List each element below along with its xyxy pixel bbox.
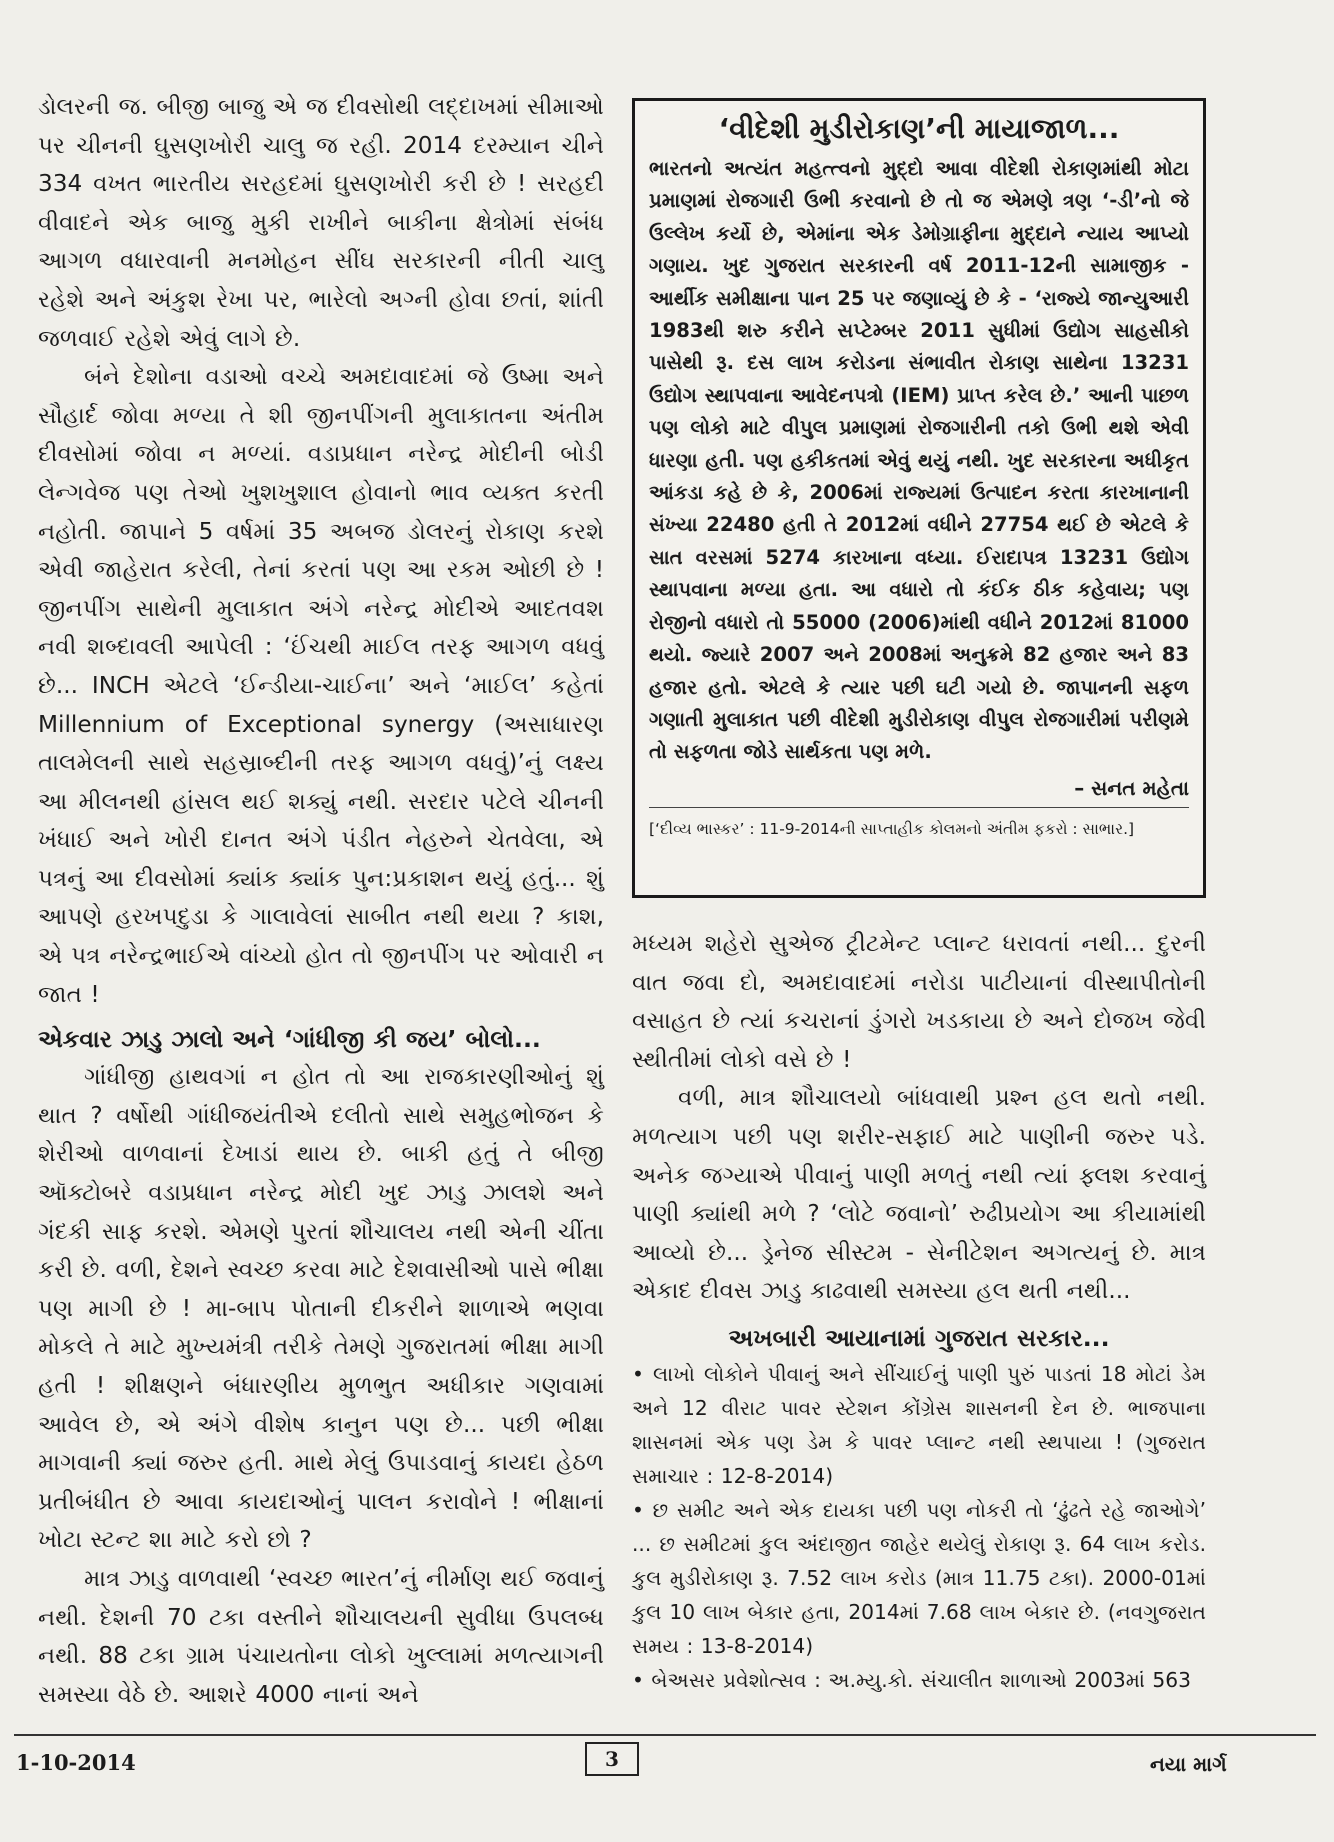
section-heading-akhbari: અખબારી આયાનામાં ગુજરાત સરકાર... <box>728 1323 1110 1352</box>
footer-rule <box>14 1734 1316 1736</box>
page-number: 3 <box>585 1742 639 1776</box>
left-paragraph-1: ડોલરની જ. બીજી બાજુ એ જ દીવસોથી લદ્દાખમાં સીમાઓ પર ચીનની ઘુસણખોરી ચાલુ જ રહી. 2014 દરમ્યાન ચીને 334 વખત ભારતીય સરહદમાં ઘુસણખોરી કરી છે ! સરહદી વીવાદને એક બાજુ મુકી રાખીને બાકીના ક્ષેત્રોમાં સંબંધ આગળ વધારવાની મનમોહન સીંઘ સરકારની નીતી ચાલુ રહેશે અને અંકુશ રેખા પર, ભારેલો અગ્ની હોવા છતાં, શાંતી જળવાઈ રહેશે એવું લાગે છે. <box>38 93 604 352</box>
section-heading-jhadu: એકવાર ઝાડુ ઝાલો અને ‘ગાંધીજી કી જય’ બોલો... <box>38 1025 541 1054</box>
footer-date: 1-10-2014 <box>16 1750 136 1775</box>
publication-name: નયા માર્ગ <box>1150 1752 1227 1776</box>
bullet-item-1: • લાખો લોકોને પીવાનું અને સીંચાઈનું પાણી પુરું પાડતાં 18 મોટાં ડેમ અને 12 વીરાટ પાવર સ્ટેશન કોંગ્રેસ શાસનની દેન છે. ભાજપાના શાસનમાં એક પણ ડેમ કે પાવર પ્લાન્ટ નથી સ્થપાયા ! (ગુજરાત સમાચાર : 12-8-2014) <box>632 1361 1206 1488</box>
left-paragraph-3: ગાંધીજી હાથવગાં ન હોત તો આ રાજકારણીઓનું શું થાત ? વર્ષોથી ગાંધીજયંતીએ દલીતો સાથે સમુહભોજન કે શેરીઓ વાળવાનાં દેખાડાં થાય છે. બાકી હતું તે બીજી ઑક્ટોબરે વડાપ્રધાન નરેન્દ્ર મોદી ખુદ ઝાડુ ઝાલશે અને ગંદકી સાફ કરશે. એમણે પુરતાં શૌચાલય નથી એની ચીંતા કરી છે. વળી, દેશને સ્વચ્છ કરવા માટે દેશવાસીઓ પાસે ભીક્ષા પણ માગી છે ! મા-બાપ પોતાની દીકરીને શાળાએ ભણવા મોકલે તે માટે મુખ્યમંત્રી તરીકે તેમણે ગુજરાતમાં ભીક્ષા માગી હતી ! શીક્ષણને બંધારણીય મુળભુત અધીકાર ગણવામાં આવેલ છે, એ અંગે વીશેષ કાનુન પણ છે... પછી ભીક્ષા માગવાની ક્યાં જરુર હતી. માથે મેલું ઉપાડવાનું કાયદા હેઠળ પ્રતીબંધીત છે આવા કાયદાઓનું પાલન કરાવોને ! ભીક્ષાનાં ખોટા સ્ટન્ટ શા માટે કરો છો ? <box>38 1063 604 1554</box>
box-title: ‘વીદેશી મુડીરોકાણ’ની માયાજાળ... <box>718 112 1120 145</box>
bullet-item-2: • છ સમીટ અને એક દાયકા પછી પણ નોકરી તો ‘ઢુંઢતે રહે જાઓગે’ ... છ સમીટમાં કુલ અંદાજીત જાહેર થયેલું રોકાણ રૂ. 64 લાખ કરોડ. કુલ મુડીરોકાણ રૂ. 7.52 લાખ કરોડ (માત્ર 11.75 ટકા). 2000-01માં કુલ 10 લાખ બેકાર હતા, 2014માં 7.68 લાખ બેકાર છે. (નવગુજરાત સમય : 13-8-2014) <box>632 1497 1206 1658</box>
right-paragraph-2: વળી, માત્ર શૌચાલયો બાંધવાથી પ્રશ્ન હલ થતો નથી. મળત્યાગ પછી પણ શરીર-સફાઈ માટે પાણીની જરુર પડે. અનેક જગ્યાએ પીવાનું પાણી મળતું નથી ત્યાં ફ્લશ કરવાનું પાણી ક્યાંથી મળે ? ‘લોટે જવાનો’ રુઢીપ્રયોગ આ કીયામાંથી આવ્યો છે... ડ્રેનેજ સીસ્ટમ - સેનીટેશન અગત્યનું છે. માત્ર એકાદ દીવસ ઝાડુ કાઢવાથી સમસ્યા હલ થતી નથી... <box>632 1084 1206 1305</box>
box-divider <box>649 807 1189 808</box>
right-paragraph-1: મધ્યમ શહેરો સુએજ ટ્રીટમેન્ટ પ્લાન્ટ ધરાવતાં નથી... દુરની વાત જવા દો, અમદાવાદમાં નરોડા પાટીયાનાં વીસ્થાપીતોની વસાહત છે ત્યાં કચરાનાં ડુંગરો ખડકાયા છે અને દોજખ જેવી સ્થીતીમાં લોકો વસે છે ! <box>632 930 1206 1073</box>
left-paragraph-4: માત્ર ઝાડુ વાળવાથી ‘સ્વચ્છ ભારત’નું નીર્માણ થઈ જવાનું નથી. દેશની 70 ટકા વસ્તીને શૌચાલયની સુવીધા ઉપલબ્ધ નથી. 88 ટકા ગ્રામ પંચાયતોના લોકો ખુલ્લામાં મળત્યાગની સમસ્યા વેઠે છે. આશરે 4000 નાનાં અને <box>38 1564 604 1708</box>
box-body: ભારતનો અત્યંત મહત્ત્વનો મુદ્દો આવા વીદેશી રોકાણમાંથી મોટા પ્રમાણમાં રોજગારી ઉભી કરવાનો છે તો જ એમણે ત્રણ ‘-ડી’નો જે ઉલ્લેખ કર્યો છે, એમાંના એક ડેમોગ્રાફીના મુદ્દાને ન્યાય આપ્યો ગણાય. ખુદ ગુજરાત સરકારની વર્ષ 2011-12ની સામાજીક - આર્થીક સમીક્ષાના પાન 25 પર જણાવ્યું છે કે - ‘રાજ્યે જાન્યુઆરી 1983થી શરુ કરીને સપ્ટેમ્બર 2011 સુધીમાં ઉદ્યોગ સાહસીકો પાસેથી રૂ. દસ લાખ કરોડના સંભાવીત રોકાણ સાથેના 13231 ઉદ્યોગ સ્થાપવાના આવેદનપત્રો (IEM) પ્રાપ્ત કરેલ છે.’ આની પાછળ પણ લોકો માટે વીપુલ પ્રમાણમાં રોજગારીની તકો ઉભી થશે એવી ધારણા હતી. પણ હકીકતમાં એવું થયું નથી. ખુદ સરકારના અધીકૃત આંકડા કહે છે કે, 2006માં રાજ્યમાં ઉત્પાદન કરતા કારખાનાની સંખ્યા 22480 હતી તે 2012માં વધીને 27754 થઈ છે એટલે કે સાત વરસમાં 5274 કારખાના વધ્યા. ઈરાદાપત્ર 13231 ઉદ્યોગ સ્થાપવાના મળ્યા હતા. આ વધારો તો કંઈક ઠીક કહેવાય; પણ રોજીનો વધારો તો 55000 (2006)માંથી વધીને 2012માં 81000 થયો. જ્યારે 2007 અને 2008માં અનુક્રમે 82 હજાર અને 83 હજાર હતો. એટલે કે ત્યાર પછી ઘટી ગયો છે. જાપાનની સફળ ગણાતી મુલાકાત પછી વીદેશી મુડીરોકાણ વીપુલ રોજગારીમાં પરીણમે તો સફળતા જોડે સાર્થકતા પણ મળે. <box>649 157 1189 764</box>
box-source: [‘દીવ્ય ભાસ્કર’ : 11-9-2014ની સાપ્તાહીક કોલમનો અંતીમ ફકરો : સાભાર.] <box>649 819 1135 838</box>
right-column <box>632 925 1206 1697</box>
left-column <box>38 88 604 1714</box>
bullet-item-3: • બેઅસર પ્રવેશોત્સવ : અ.મ્યુ.કો. સંચાલીત શાળાઓ 2003માં 563 <box>632 1667 1191 1692</box>
left-paragraph-2: બંને દેશોના વડાઓ વચ્ચે અમદાવાદમાં જે ઉષ્મા અને સૌહાર્દ જોવા મળ્યા તે શી જીનપીંગની મુલાકાતના અંતીમ દીવસોમાં જોવા ન મળ્યાં. વડાપ્રધાન નરેન્દ્ર મોદીની બોડી લેન્ગવેજ પણ તેઓ ખુશખુશાલ હોવાનો ભાવ વ્યક્ત કરતી નહોતી. જાપાને 5 વર્ષમાં 35 અબજ ડોલરનું રોકાણ કરશે એવી જાહેરાત કરેલી, તેનાં કરતાં પણ આ રકમ ઓછી છે ! જીનપીંગ સાથેની મુલાકાત અંગે નરેન્દ્ર મોદીએ આદતવશ નવી શબ્દાવલી આપેલી : ‘ઈંચથી માઈલ તરફ આગળ વધવું છે... INCH એટલે ‘ઈન્ડીયા-ચાઈના’ અને ‘માઈલ’ કહેતાં Millennium of Exceptional synergy (અસાધારણ તાલમેલની સાથે સહસ્રાબ્દીની તરફ આગળ વધવું)’નું લક્ષ્ય આ મીલનથી હાંસલ થઈ શક્યું નથી. સરદાર પટેલે ચીનની ખંધાઈ અને ખોરી દાનત અંગે પંડીત નેહરુને ચેતવેલા, એ પત્રનું આ દીવસોમાં ક્યાંક ક્યાંક પુન:પ્રકાશન થયું હતું... શું આપણે હરખપદુડા કે ગાલાવેલાં સાબીત નથી થયા ? કાશ, એ પત્ર નરેન્દ્રભાઈએ વાંચ્યો હોત તો જીનપીંગ પર ઓવારી ન જાત ! <box>38 363 604 1008</box>
fdi-boxed-article <box>632 98 1206 898</box>
box-author: – સનત મહેતા <box>1074 775 1189 800</box>
